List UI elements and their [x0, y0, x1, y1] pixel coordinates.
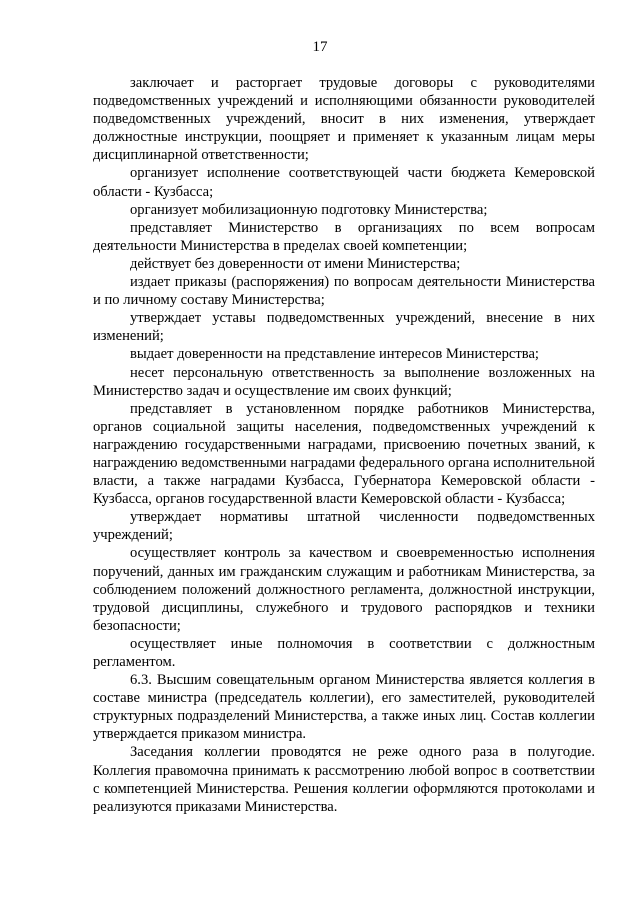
paragraph: представляет Министерство в организациях по всем вопросам деятельности Министерства в пределах своей компетенции; — [93, 219, 595, 254]
paragraph: заключает и расторгает трудовые договоры с руководителями подведомственных учреждений и исполняющими обязанности руководителей подведомственных учреждений, вносит в них изменения, утверждает должностные инструкции, поощряет и применяет к указанным лицам меры дисциплинарной ответственности; — [93, 75, 595, 164]
paragraph: действует без доверенности от имени Министерства; — [130, 255, 461, 272]
paragraph: Заседания коллегии проводятся не реже одного раза в полугодие. Коллегия правомочна принимать к рассмотрению любой вопрос в соответствии с компетенцией Министерства. Решения коллегии оформляются протоколами и реализуются приказами Министерства. — [93, 744, 595, 815]
document-body — [93, 74, 595, 816]
paragraph: осуществляет контроль за качеством и своевременностью исполнения поручений, данных им гражданским служащим и работникам Министерства, за соблюдением положений должностного регламента, должностной инструкции, трудовой дисциплины, служебного и трудового распорядков и техники безопасности; — [93, 545, 595, 634]
paragraph: утверждает уставы подведомственных учреждений, внесение в них изменений; — [93, 310, 595, 345]
paragraph: издает приказы (распоряжения) по вопросам деятельности Министерства и по личному составу Министерства; — [93, 274, 595, 309]
paragraph: представляет в установленном порядке работников Министерства, органов социальной защиты населения, подведомственных учреждений к награждению государственными наградами, присвоению почетных званий, к награждению ведомственными наградами федерального органа исполнительной власти, а также наградами Кузбасса, Губернатора Кемеровской области - Кузбасса, органов государственной власти Кемеровской области - Кузбасса; — [93, 400, 595, 508]
paragraph: осуществляет иные полномочия в соответствии с должностным регламентом. — [93, 635, 595, 670]
paragraph: 6.3. Высшим совещательным органом Министерства является коллегия в составе министра (председатель коллегии), его заместителей, руководителей структурных подразделений Министерства, а также иных лиц. Состав коллегии утверждается приказом министра. — [93, 672, 595, 743]
paragraph: несет персональную ответственность за выполнение возложенных на Министерство задач и осуществление им своих функций; — [93, 364, 595, 399]
paragraph: организует исполнение соответствующей части бюджета Кемеровской области - Кузбасса; — [93, 165, 595, 200]
paragraph: выдает доверенности на представление интересов Министерства; — [130, 346, 539, 363]
paragraph: утверждает нормативы штатной численности подведомственных учреждений; — [93, 509, 595, 544]
page-number: 17 — [312, 39, 328, 55]
paragraph: организует мобилизационную подготовку Министерства; — [130, 201, 488, 218]
